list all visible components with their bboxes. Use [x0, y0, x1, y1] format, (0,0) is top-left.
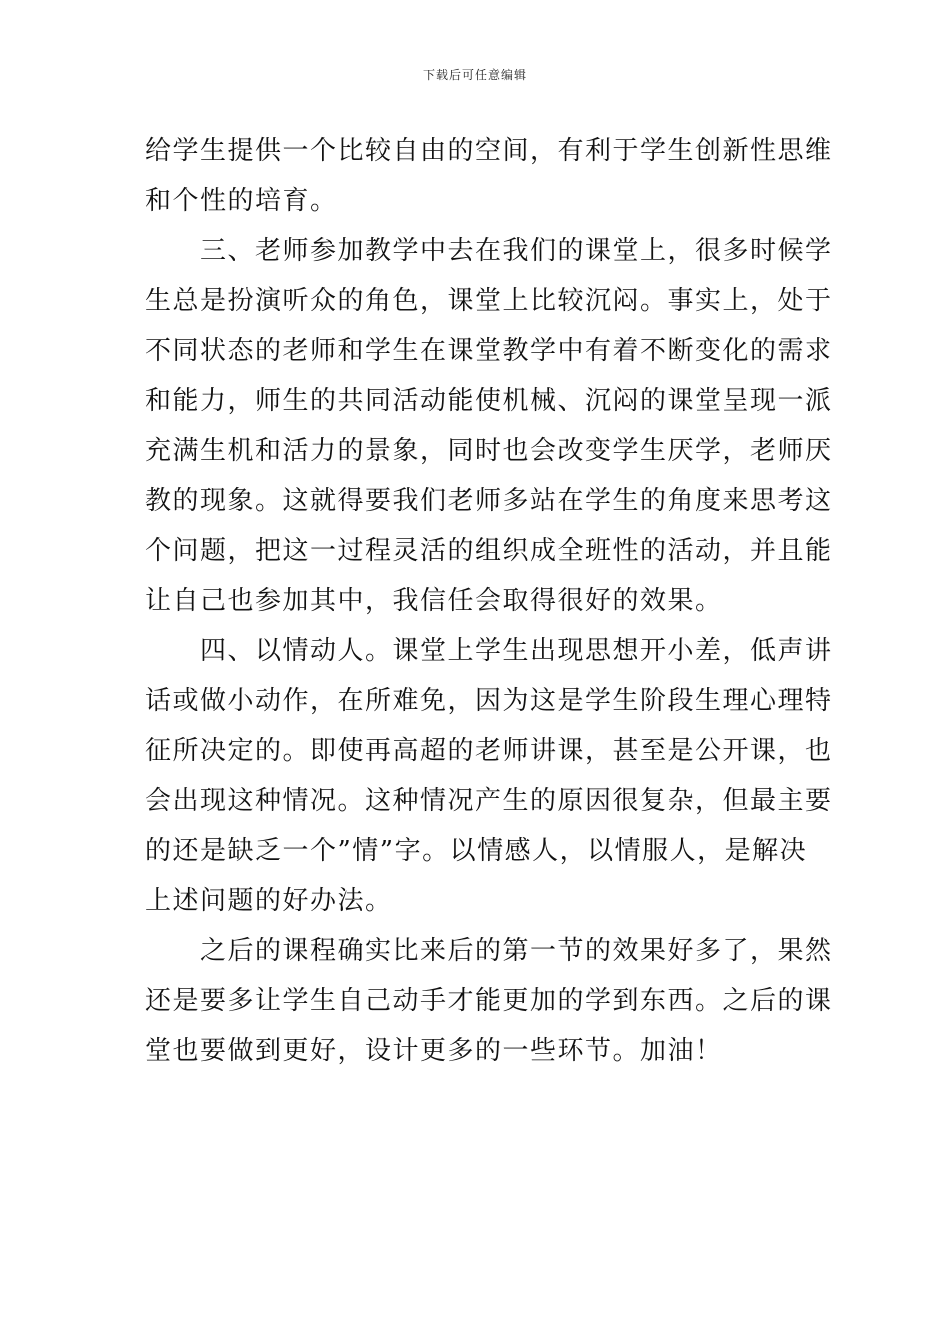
text-line: 生总是扮演听众的角色，课堂上比较沉闷。事实上，处于 — [145, 286, 833, 316]
text-line: 三、老师参加教学中去在我们的课堂上，很多时候学 — [145, 236, 833, 266]
header-note: 下载后可任意编辑 — [422, 68, 527, 82]
text-line: 和个性的培育。 — [145, 186, 338, 216]
text-line: 上述问题的好办法。 — [145, 886, 393, 916]
text-line: 会出现这种情况。这种情况产生的原因很复杂，但最主要 — [145, 786, 833, 816]
text-line: 和能力，师生的共同活动能使机械、沉闷的课堂呈现一派 — [145, 386, 833, 416]
text-line: 还是要多让学生自己动手才能更加的学到东西。之后的课 — [145, 986, 833, 1016]
text-line: 充满生机和活力的景象，同时也会改变学生厌学，老师厌 — [145, 436, 833, 466]
text-line: 征所决定的。即使再高超的老师讲课，甚至是公开课，也 — [145, 736, 833, 766]
text-line: 让自己也参加其中，我信任会取得很好的效果。 — [145, 586, 723, 616]
text-line: 话或做小动作，在所难免，因为这是学生阶段生理心理特 — [145, 686, 833, 716]
text-line: 个问题，把这一过程灵活的组织成全班性的活动，并且能 — [145, 536, 833, 566]
text-line: 堂也要做到更好，设计更多的一些环节。加油！ — [145, 1036, 723, 1066]
text-line: 不同状态的老师和学生在课堂教学中有着不断变化的需求 — [145, 336, 833, 366]
text-line: 给学生提供一个比较自由的空间，有利于学生创新性思维 — [145, 136, 833, 166]
document-body — [145, 126, 833, 1076]
text-line: 教的现象。这就得要我们老师多站在学生的角度来思考这 — [145, 486, 833, 516]
text-line: 之后的课程确实比来后的第一节的效果好多了，果然 — [145, 936, 833, 966]
text-line: 的还是缺乏一个”情”字。以情感人，以情服人，是解决 — [145, 836, 808, 866]
text-line: 四、以情动人。课堂上学生出现思想开小差，低声讲 — [145, 636, 833, 666]
